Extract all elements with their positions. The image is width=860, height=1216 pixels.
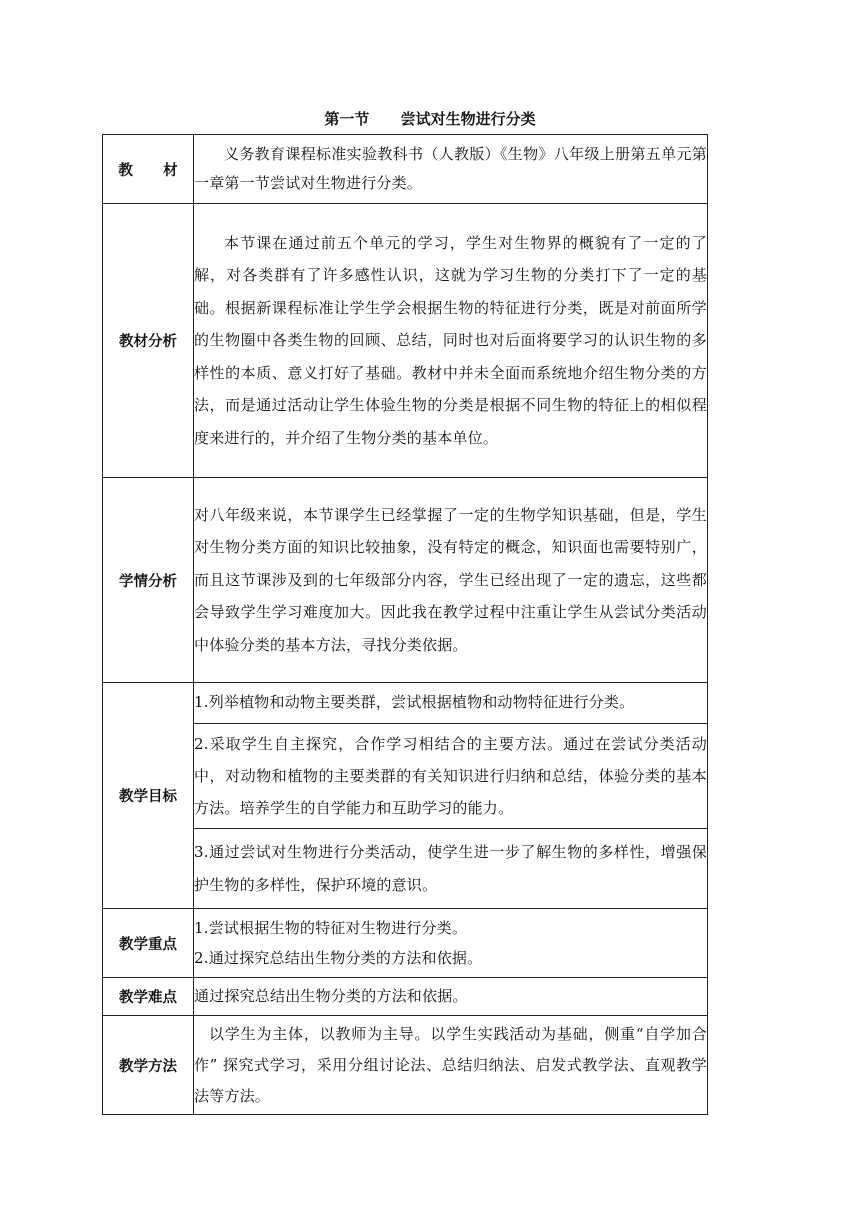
- row-methods: [103, 1016, 708, 1115]
- content-student-analysis: 对八年级来说，本节课学生已经掌握了一定的生物学知识基础，但是，学生对生物分类方面的知识比较抽象，没有特定的概念，知识面也需要特别广，而且这节课涉及到的七年级部分内容，学生已经出现了一定的遗忘，这些都会导致学生学习难度加大。因此我在教学过程中注重让学生从尝试分类活动中体验分类的基本方法，寻找分类依据。: [194, 478, 708, 683]
- row-objective-1: [103, 683, 708, 724]
- row-student-analysis: [103, 478, 708, 683]
- row-objective-3: [103, 829, 708, 909]
- content-material-analysis: 本节课在通过前五个单元的学习，学生对生物界的概貌有了一定的了解，对各类群有了许多感性认识，这就为学习生物的分类打下了一定的基础。根据新课程标准让学生学会根据生物的特征进行分类，既是对前面所学的生物圈中各类生物的回顾、总结，同时也对后面将要学习的认识生物的多样性的本质、意义打好了基础。教材中并未全面而系统地介绍生物分类的方法，而是通过活动让学生体验生物的分类是根据不同生物的特征上的相似程度来进行的，并介绍了生物分类的基本单位。: [194, 204, 708, 478]
- lesson-plan-table: [102, 134, 708, 1115]
- content-difficulties: 通过探究总结出生物分类的方法和依据。: [194, 978, 708, 1016]
- key-point-item: 2.通过探究总结出生物分类的方法和依据。: [194, 949, 483, 967]
- content-methods: 以学生为主体，以教师为主导。以学生实践活动为基础，侧重“自学加合作” 探究式学习，采用分组讨论法、总结归纳法、启发式教学法、直观教学法等方法。: [194, 1016, 708, 1115]
- row-objective-2: [103, 724, 708, 829]
- label-textbook: 教 材: [103, 135, 194, 204]
- label-material-analysis: 教材分析: [103, 204, 194, 478]
- content-textbook: 义务教育课程标准实验教科书（人教版）《生物》八年级上册第五单元第一章第一节尝试对生物进行分类。: [194, 135, 708, 204]
- document-title: 第一节 尝试对生物进行分类: [324, 110, 536, 128]
- label-student-analysis: 学情分析: [103, 478, 194, 683]
- key-point-item: 1.尝试根据生物的特征对生物进行分类。: [194, 919, 468, 937]
- row-material-analysis: [103, 204, 708, 478]
- objective-item: 3.通过尝试对生物进行分类活动，使学生进一步了解生物的多样性，增强保护生物的多样性，保护环境的意识。: [194, 829, 708, 909]
- objective-item: 2.采取学生自主探究，合作学习相结合的主要方法。通过在尝试分类活动中，对动物和植物的主要类群的有关知识进行归纳和总结，体验分类的基本方法。培养学生的自学能力和互助学习的能力。: [194, 724, 708, 829]
- row-textbook: [103, 135, 708, 204]
- objective-item: 1.列举植物和动物主要类群，尝试根据植物和动物特征进行分类。: [194, 683, 708, 724]
- label-methods: 教学方法: [103, 1016, 194, 1115]
- row-difficulties: [103, 978, 708, 1016]
- row-key-points: [103, 909, 708, 978]
- label-difficulties: 教学难点: [103, 978, 194, 1016]
- content-key-points: [194, 909, 708, 978]
- label-key-points: 教学重点: [103, 909, 194, 978]
- label-objectives: 教学目标: [103, 683, 194, 909]
